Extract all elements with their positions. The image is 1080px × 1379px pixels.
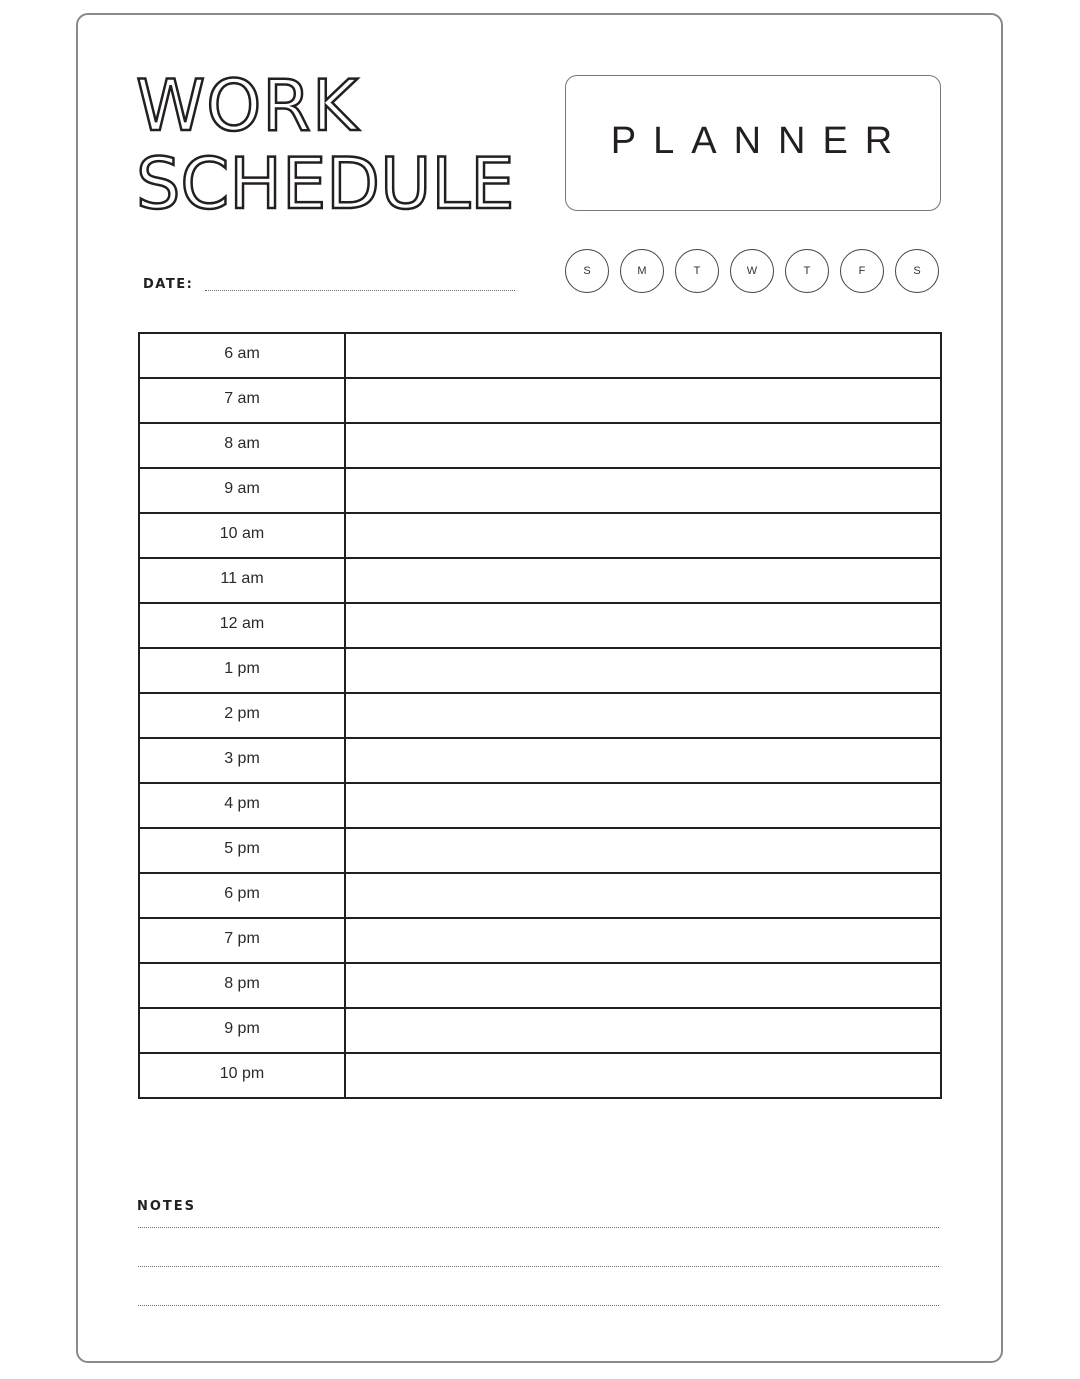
table-row [139, 513, 941, 558]
time-label: 6 pm [139, 873, 345, 918]
schedule-entry-cell[interactable] [345, 558, 941, 603]
time-label: 3 pm [139, 738, 345, 783]
schedule-entry-cell[interactable] [345, 828, 941, 873]
day-circle-thursday[interactable]: T [785, 249, 829, 293]
table-row [139, 423, 941, 468]
schedule-entry-cell[interactable] [345, 1008, 941, 1053]
notes-line[interactable] [138, 1227, 939, 1228]
time-label: 4 pm [139, 783, 345, 828]
time-label: 7 pm [139, 918, 345, 963]
day-circle-wednesday[interactable]: W [730, 249, 774, 293]
time-label: 1 pm [139, 648, 345, 693]
time-label: 9 pm [139, 1008, 345, 1053]
notes-line[interactable] [138, 1305, 939, 1306]
weekday-selector [565, 249, 939, 293]
schedule-entry-cell[interactable] [345, 333, 941, 378]
table-row [139, 333, 941, 378]
table-row [139, 1053, 941, 1098]
table-row [139, 693, 941, 738]
table-row [139, 963, 941, 1008]
table-row [139, 783, 941, 828]
time-label: 5 pm [139, 828, 345, 873]
time-label: 11 am [139, 558, 345, 603]
schedule-entry-cell[interactable] [345, 603, 941, 648]
time-label: 10 am [139, 513, 345, 558]
day-circle-monday[interactable]: M [620, 249, 664, 293]
day-circle-saturday[interactable]: S [895, 249, 939, 293]
time-label: 8 am [139, 423, 345, 468]
schedule-entry-cell[interactable] [345, 963, 941, 1008]
schedule-entry-cell[interactable] [345, 693, 941, 738]
schedule-entry-cell[interactable] [345, 423, 941, 468]
title-schedule: SCHEDULE [136, 143, 515, 225]
notes-label: NOTES [137, 1199, 197, 1214]
day-circle-friday[interactable]: F [840, 249, 884, 293]
schedule-entry-cell[interactable] [345, 468, 941, 513]
date-field[interactable] [205, 290, 515, 291]
table-row [139, 603, 941, 648]
schedule-entry-cell[interactable] [345, 378, 941, 423]
time-label: 8 pm [139, 963, 345, 1008]
schedule-entry-cell[interactable] [345, 873, 941, 918]
time-label: 9 am [139, 468, 345, 513]
planner-label-box [565, 75, 941, 211]
time-label: 10 pm [139, 1053, 345, 1098]
schedule-entry-cell[interactable] [345, 513, 941, 558]
schedule-entry-cell[interactable] [345, 918, 941, 963]
table-row [139, 558, 941, 603]
table-row [139, 738, 941, 783]
schedule-entry-cell[interactable] [345, 738, 941, 783]
table-row [139, 378, 941, 423]
table-row [139, 873, 941, 918]
table-row [139, 918, 941, 963]
planner-label: PLANNER [610, 119, 910, 162]
schedule-entry-cell[interactable] [345, 783, 941, 828]
date-label: DATE: [143, 277, 194, 292]
notes-line[interactable] [138, 1266, 939, 1267]
day-circle-sunday[interactable]: S [565, 249, 609, 293]
schedule-entry-cell[interactable] [345, 1053, 941, 1098]
table-row [139, 1008, 941, 1053]
title-work: WORK [136, 65, 359, 147]
table-row [139, 828, 941, 873]
table-row [139, 468, 941, 513]
table-row [139, 648, 941, 693]
time-label: 7 am [139, 378, 345, 423]
time-label: 6 am [139, 333, 345, 378]
schedule-entry-cell[interactable] [345, 648, 941, 693]
time-label: 12 am [139, 603, 345, 648]
day-circle-tuesday[interactable]: T [675, 249, 719, 293]
time-label: 2 pm [139, 693, 345, 738]
schedule-table [138, 332, 942, 1099]
